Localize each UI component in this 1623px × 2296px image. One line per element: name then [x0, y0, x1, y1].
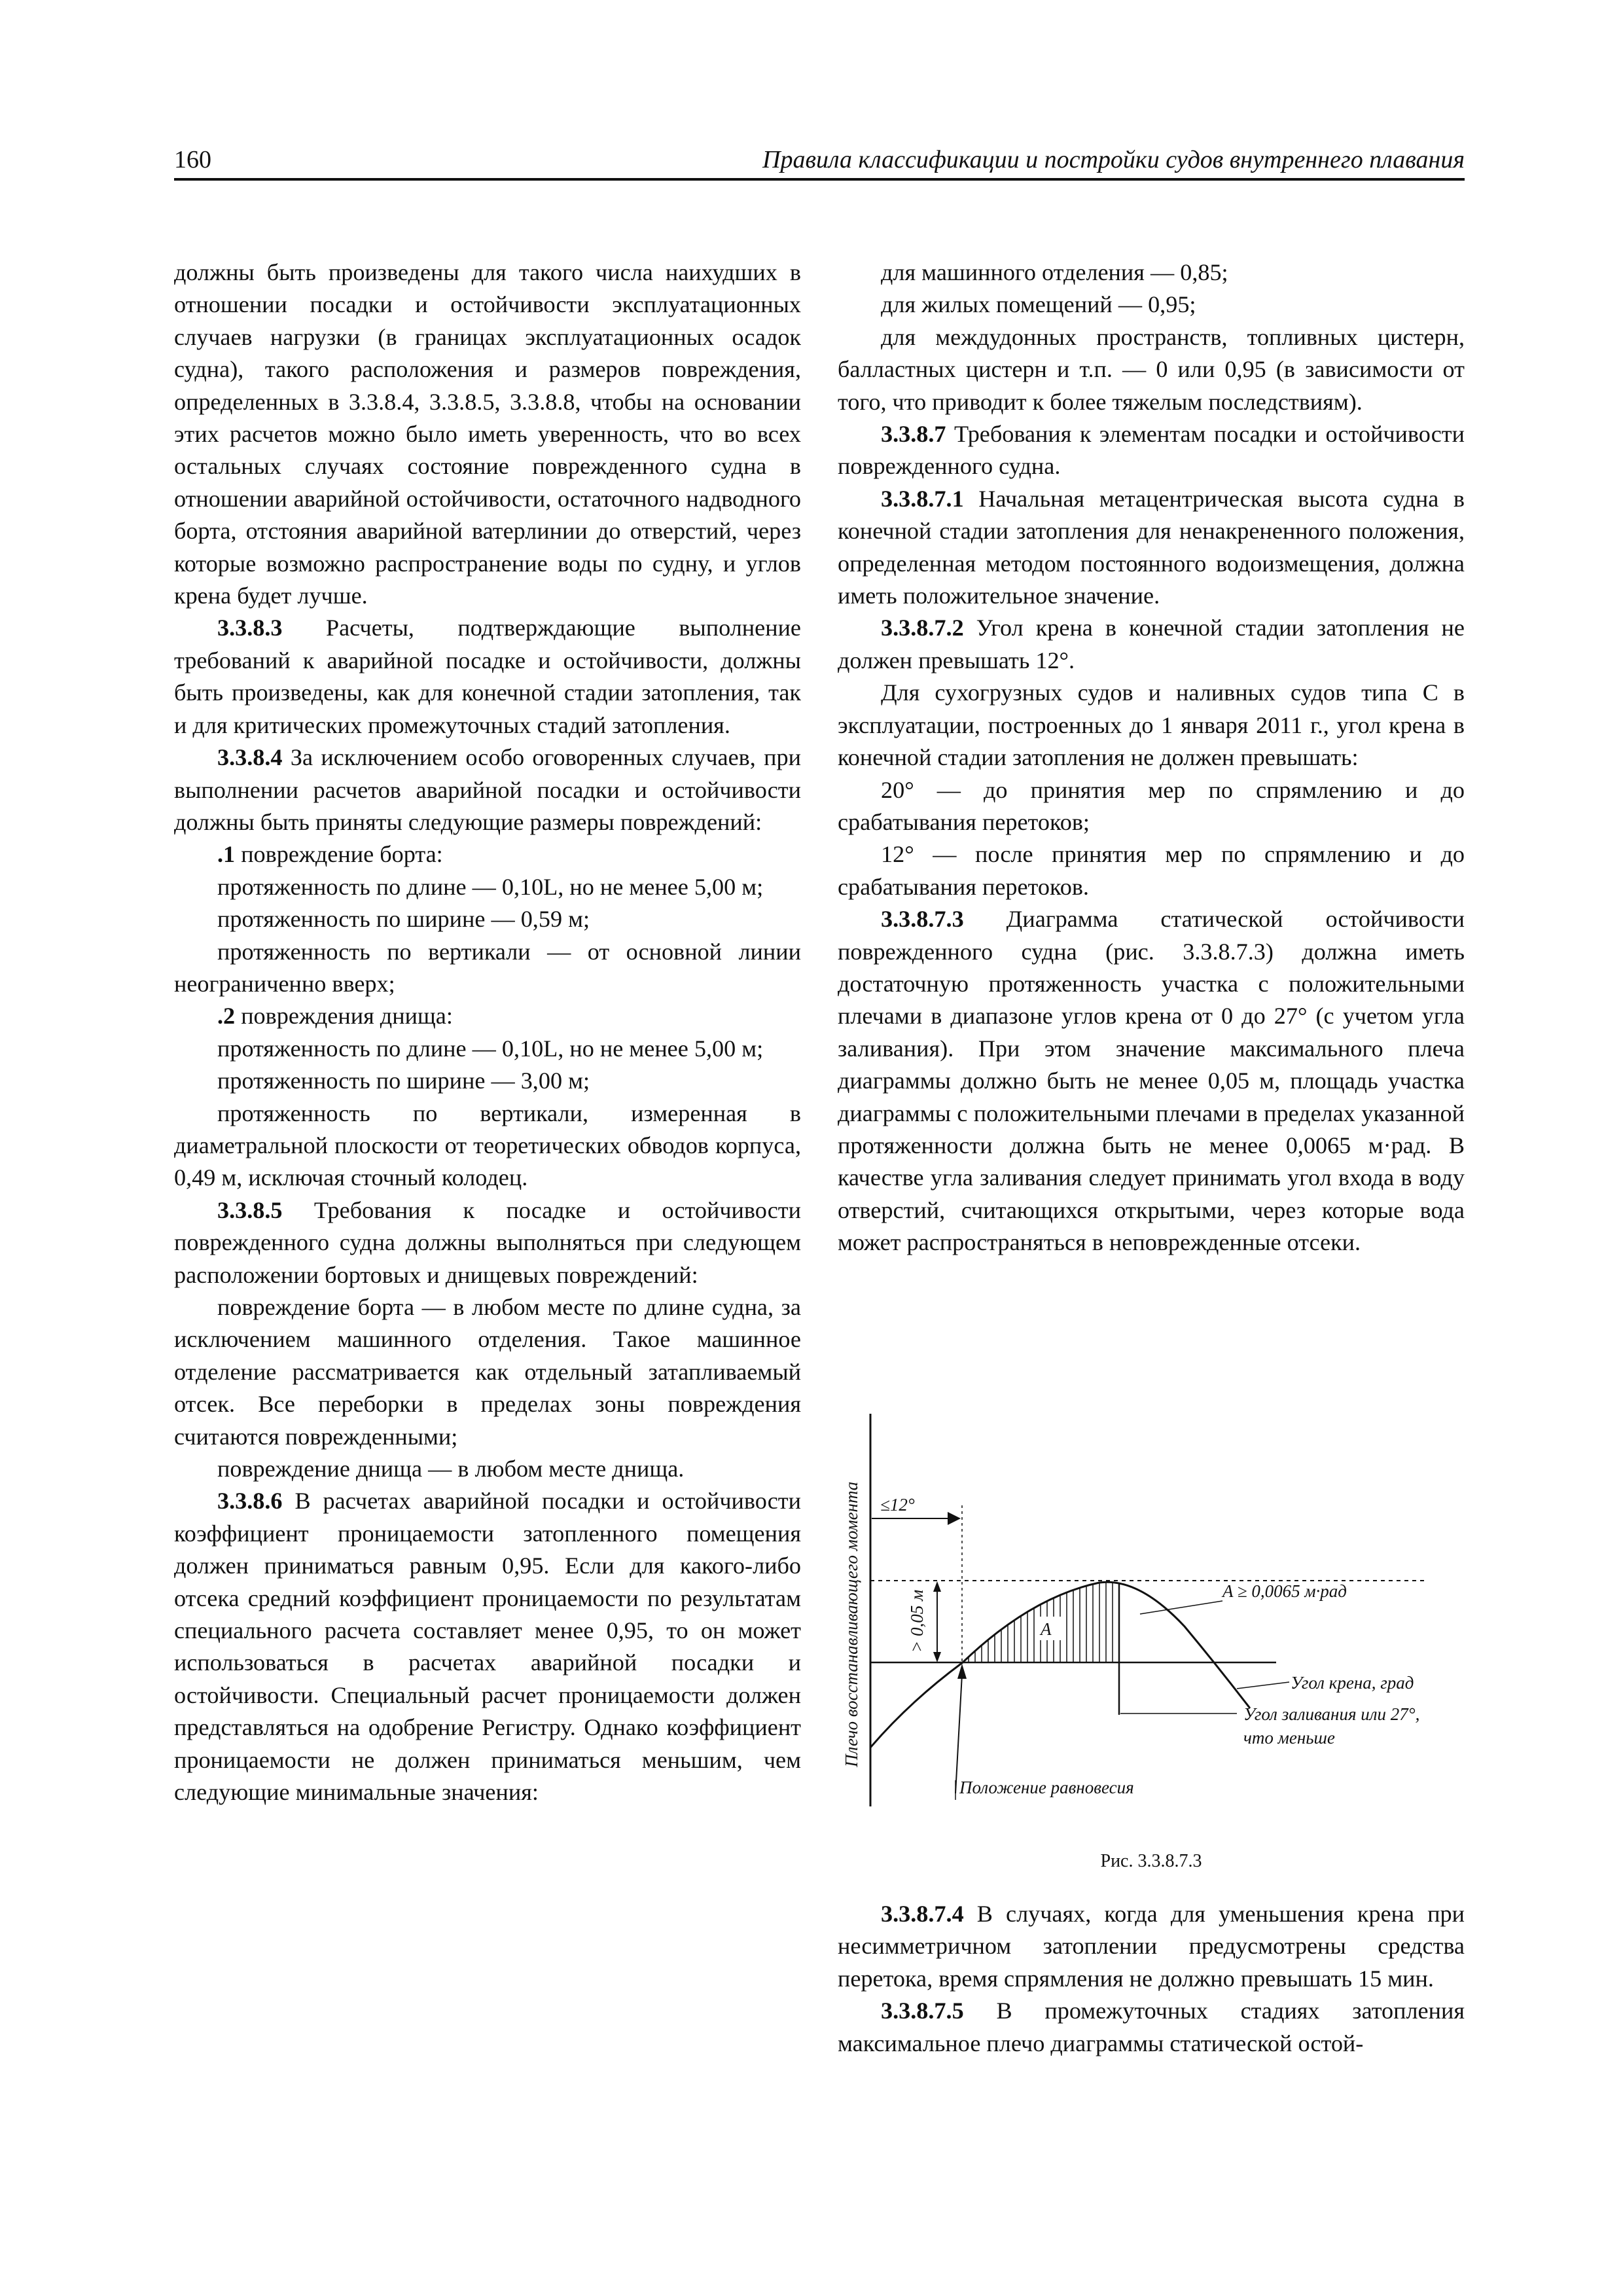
paragraph-text: Начальная метацентрическая высота судна в конечной стадии затопления для ненакрененного положения, определенная методом постоянного водоизмещения, должна иметь положительное значение. [838, 485, 1465, 609]
paragraph [174, 838, 801, 870]
paragraph [174, 1000, 801, 1032]
y-axis-label: Плечо восстанавливающего момента [842, 1481, 861, 1767]
paragraph: протяженность по длине — 0,10L, но не менее 5,00 м; [217, 873, 764, 900]
item-number: .1 [217, 841, 236, 868]
section-number: 3.3.8.3 [217, 615, 283, 641]
section-number: 3.3.8.7 [881, 421, 946, 448]
running-title: Правила классификации и постройки судов внутреннего плавания [762, 146, 1465, 173]
paragraph [838, 1995, 1465, 2060]
x-axis-label: Угол крена, град [1291, 1673, 1414, 1693]
paragraph-text: За исключением особо оговоренных случаев, при выполнении расчетов аварийной посадки и остойчивости должны быть приняты следующие размеры повреждений: [174, 744, 801, 835]
paragraph-text: повреждение борта: [235, 841, 443, 868]
section-number: 3.3.8.5 [217, 1196, 283, 1223]
paragraph-text: В случаях, когда для уменьшения крена при несимметричном затоплении предусмотрены средства перетока, время спрямления не должно превышать 15 мин. [838, 1901, 1465, 1992]
item-number: .2 [217, 1003, 236, 1030]
area-label: A [1041, 1619, 1052, 1639]
area-condition-label: A ≥ 0,0065 м·рад [1222, 1581, 1347, 1601]
section-number: 3.3.8.7.3 [881, 906, 964, 933]
angle-label: ≤12° [880, 1495, 915, 1515]
right-column [838, 257, 1465, 1259]
flooding-label-line1: Угол заливания или 27°, [1243, 1704, 1420, 1724]
left-column [174, 257, 801, 1809]
right-column-bottom [838, 1898, 1465, 2060]
paragraph: должны быть произведены для такого числа наихудших в отношении посадки и остойчивости эксплуатационных случаев нагрузки (в границах эксплуатационных осадок судна), такого расположения и размеров повреждения, определенных в 3.3.8.4, 3.3.8.5, 3.3.8.8, чтобы на основании этих расчетов можно было иметь уверенность, что во всех остальных случаях состояние поврежденного судна в отношении аварийной остойчивости, остаточного надводного борта, отстояния аварийной ватерлинии до отверстий, через которые возможно распространение воды по судну, и углов крена будет лучше. [174, 259, 801, 609]
flooding-label-line2: что меньше [1243, 1728, 1335, 1748]
paragraph: 12° — после принятия мер по спрямлению и до срабатывания перетоков. [838, 841, 1465, 900]
paragraph: повреждение днища — в любом месте днища. [217, 1456, 685, 1482]
paragraph-text: В промежуточных стадиях затопления максимальное плечо диаграммы статической остой- [838, 1998, 1465, 2056]
paragraph [174, 1194, 801, 1291]
paragraph: Для сухогрузных судов и наливных судов типа С в эксплуатации, построенных до 1 января 2011 г., угол крена в конечной стадии затопления не должен превышать: [838, 679, 1465, 771]
equilibrium-arrow [955, 1674, 962, 1793]
paragraph [838, 903, 1465, 1259]
paragraph-text: Расчеты, подтверждающие выполнение требований к аварийной посадке и остойчивости, должны быть произведены, как для конечной стадии затопления, так и для критических промежуточных стадий затопления. [174, 615, 801, 738]
paragraph [838, 418, 1465, 483]
section-number: 3.3.8.7.1 [881, 485, 964, 512]
section-number: 3.3.8.6 [217, 1488, 283, 1515]
paragraph [838, 1898, 1465, 1995]
paragraph-text: Требования к посадке и остойчивости поврежденного судна должны выполняться при следующем расположении бортовых и днищевых повреждений: [174, 1196, 801, 1288]
paragraph: протяженность по длине — 0,10L, но не менее 5,00 м; [217, 1035, 764, 1062]
paragraph [838, 483, 1465, 613]
paragraph-text: Требования к элементам посадки и остойчивости поврежденного судна. [838, 421, 1465, 480]
page-number: 160 [174, 146, 211, 173]
figure-caption: Рис. 3.3.8.7.3 [1100, 1851, 1202, 1871]
paragraph [174, 612, 801, 742]
paragraph: 20° — до принятия мер по спрямлению и до срабатывания перетоков; [838, 776, 1465, 835]
paragraph [174, 1485, 801, 1808]
paragraph-text: повреждения днища: [235, 1003, 453, 1030]
paragraph: протяженность по вертикали, измеренная в диаметральной плоскости от теоретических обводов корпуса, 0,49 м, исключая сточный колодец. [174, 1100, 801, 1191]
paragraph [174, 742, 801, 838]
x-axis-leader [1237, 1682, 1289, 1689]
paragraph-text: В расчетах аварийной посадки и остойчивости коэффициент проницаемости затопленного помещения должен приниматься равным 0,95. Если для какого-либо отсека средний коэффициент проницаемости по результатам специального расчета составляет менее 0,95, то он может использоваться в расчетах аварийной посадки и остойчивости. Специальный расчет проницаемости должен представляться на одобрение Регистру. Однако коэффициент проницаемости не должен приниматься меньшим, чем следующие минимальные значения: [174, 1488, 801, 1806]
paragraph: для машинного отделения — 0,85; [881, 259, 1228, 285]
area-leader [1140, 1601, 1222, 1614]
paragraph: протяженность по ширине — 0,59 м; [217, 906, 590, 933]
stability-diagram [831, 1401, 1466, 1820]
paragraph-text: Угол крена в конечной стадии затопления не должен превышать 12°. [838, 615, 1465, 673]
paragraph-text: Диаграмма статической остойчивости поврежденного судна (рис. 3.3.8.7.3) должна иметь достаточную протяженность участка с положительными плечами в диапазоне углов крена от 0 до 27° (с учетом угла заливания). При этом значение максимального плеча диаграммы должно быть не менее 0,05 м, площадь участка диаграммы с положительными плечами в пределах указанной протяженности должна быть не менее 0,0065 м·рад. В качестве угла заливания следует принимать угол входа в воду отверстий, считающихся открытыми, через которые вода может распространяться в неповрежденные отсеки. [838, 906, 1465, 1256]
section-number: 3.3.8.7.4 [881, 1901, 964, 1927]
page-header [174, 145, 1465, 181]
paragraph [838, 612, 1465, 677]
paragraph: протяженность по вертикали — от основной линии неограниченно вверх; [174, 938, 801, 997]
section-number: 3.3.8.7.5 [881, 1998, 964, 2024]
section-number: 3.3.8.7.2 [881, 615, 964, 641]
paragraph: для междудонных пространств, топливных цистерн, балластных цистерн и т.п. — 0 или 0,95 (в зависимости от того, что приводит к более тяжелым последствиям). [838, 323, 1465, 415]
equilibrium-label: Положение равновесия [959, 1778, 1134, 1797]
section-number: 3.3.8.4 [217, 744, 283, 771]
paragraph: повреждение борта — в любом месте по длине судна, за исключением машинного отделения. Такое машинное отделение рассматривается как отдельный затапливаемый отсек. Все переборки в пределах зоны повреждения считаются поврежденными; [174, 1294, 801, 1450]
height-label: > 0,05 м [907, 1589, 927, 1653]
paragraph: для жилых помещений — 0,95; [881, 291, 1196, 318]
paragraph: протяженность по ширине — 3,00 м; [217, 1067, 590, 1094]
